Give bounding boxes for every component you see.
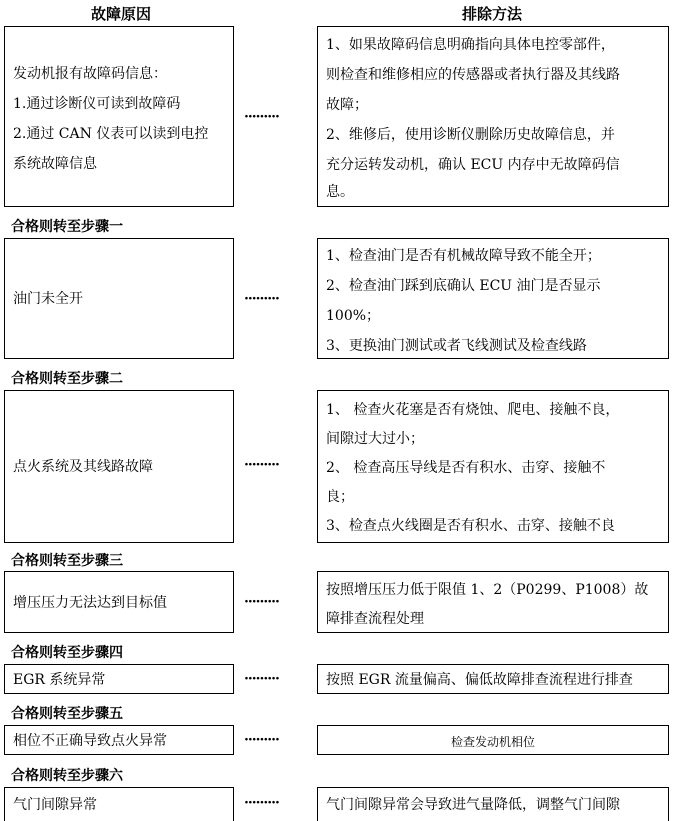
method-text: 良； (326, 489, 354, 505)
cause-text: 点火系统及其线路故障 (13, 459, 153, 475)
cause-text: 增压压力无法达到目标值 (13, 595, 167, 611)
method-text: 按照 EGR 流量偏高、偏低故障排查流程进行排查 (326, 672, 633, 688)
cause-box-1 (4, 26, 234, 207)
cause-box-7 (4, 787, 234, 821)
cause-text: EGR 系统异常 (13, 672, 106, 688)
method-text: 3、检查点火线圈是否有积水、击穿、接触不良 (326, 518, 615, 534)
step-label-1: 合格则转至步骤一 (11, 219, 123, 235)
cause-box-2 (4, 238, 234, 359)
cause-text: 油门未全开 (13, 291, 83, 307)
method-text: 气门间隙异常会导致进气量降低，调整气门间隙 (326, 797, 620, 813)
dotted-connector: ········· (244, 732, 279, 748)
cause-text: 2.通过 CAN 仪表可以读到电控 (13, 126, 209, 142)
step-label-5: 合格则转至步骤五 (11, 706, 123, 722)
method-text: 100%； (326, 308, 381, 324)
method-box-7 (317, 787, 669, 821)
method-box-6 (317, 725, 669, 755)
method-text: 2、 检查高压导线是否有积水、击穿、接触不 (326, 460, 606, 476)
dotted-connector: ········· (244, 594, 279, 610)
method-text: 故障； (326, 97, 368, 113)
method-box-5 (317, 664, 669, 694)
method-text: 检查发动机相位 (450, 735, 535, 749)
method-text: 2、检查油门踩到底确认 ECU 油门是否显示 (326, 278, 601, 294)
method-text: 2、维修后，使用诊断仪删除历史故障信息，并 (326, 127, 615, 143)
step-label-3: 合格则转至步骤三 (11, 553, 123, 569)
cause-box-3 (4, 390, 234, 543)
step-label-4: 合格则转至步骤四 (11, 645, 123, 661)
dotted-connector: ········· (244, 795, 279, 811)
method-box-3 (317, 390, 669, 543)
cause-text: 发动机报有故障码信息： (13, 66, 167, 82)
method-text: 3、更换油门测试或者飞线测试及检查线路 (326, 338, 587, 354)
step-label-2: 合格则转至步骤二 (11, 371, 123, 387)
cause-box-6 (4, 725, 234, 755)
cause-box-4 (4, 571, 234, 633)
cause-box-5 (4, 664, 234, 694)
cause-text: 1.通过诊断仪可读到故障码 (13, 96, 181, 112)
dotted-connector: ········· (244, 671, 279, 687)
method-text: 1、检查油门是否有机械故障导致不能全开； (326, 248, 601, 264)
method-box-1 (317, 26, 669, 207)
dotted-connector: ········· (244, 109, 279, 125)
method-text: 障排查流程处理 (326, 611, 424, 627)
method-text: 则检查和维修相应的传感器或者执行器及其线路 (326, 67, 620, 83)
dotted-connector: ········· (244, 291, 279, 307)
method-text: 间隙过大过小； (326, 431, 424, 447)
method-column-header: 排除方法 (462, 5, 523, 23)
method-box-4 (317, 571, 669, 633)
method-box-2 (317, 238, 669, 359)
dotted-connector: ········· (244, 457, 279, 473)
cause-text: 系统故障信息 (13, 156, 97, 172)
step-label-6: 合格则转至步骤六 (11, 768, 123, 784)
method-text: 充分运转发动机，确认 ECU 内存中无故障码信 (326, 157, 620, 173)
method-text: 1、 检查火花塞是否有烧蚀、爬电、接触不良， (326, 402, 620, 418)
cause-text: 相位不正确导致点火异常 (13, 733, 167, 749)
method-text: 1、如果故障码信息明确指向具体电控零部件， (326, 37, 615, 53)
cause-text: 气门间隙异常 (13, 797, 97, 813)
cause-column-header: 故障原因 (91, 5, 152, 23)
method-text: 按照增压压力低于限值 1、2（P0299、P1008）故 (326, 582, 649, 598)
method-text: 息。 (326, 184, 354, 200)
